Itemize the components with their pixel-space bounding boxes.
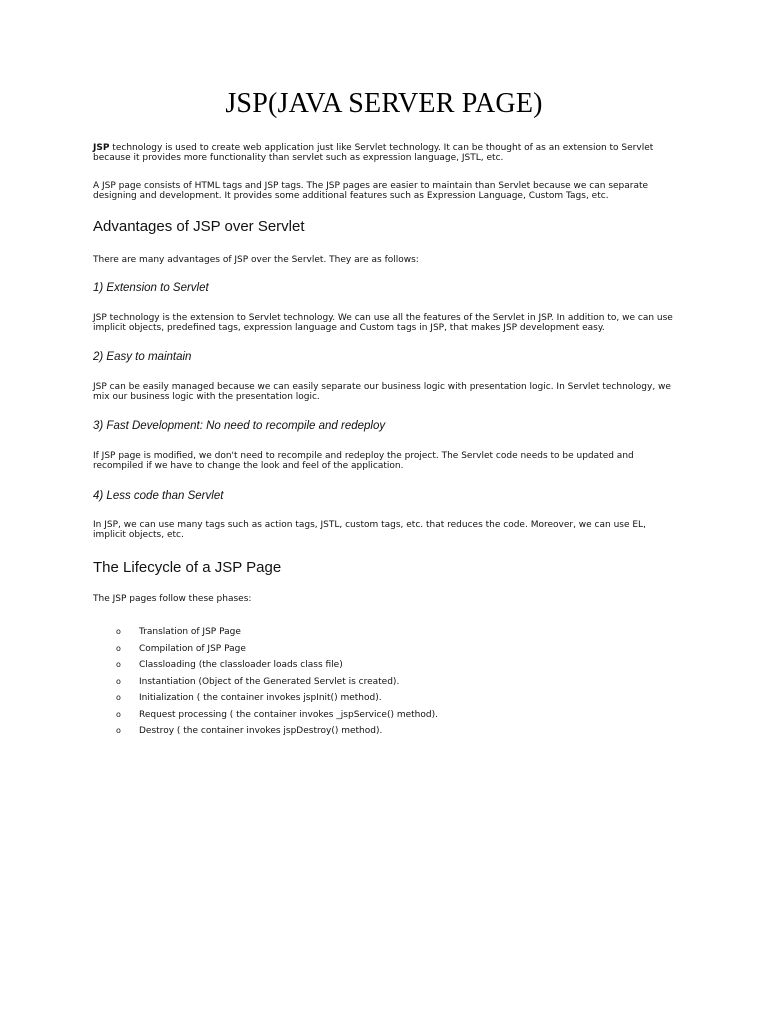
advantage-3-text: If JSP page is modified, we don't need to recompile and redeploy the project. The Servlet code needs to be updated and recompiled if we have to change the look and feel of the application.: [93, 451, 634, 471]
bullet-circle-icon: o: [116, 726, 121, 736]
intro-paragraph: [93, 143, 673, 163]
lifecycle-intro: The JSP pages follow these phases:: [93, 594, 252, 604]
bullet-circle-icon: o: [116, 643, 121, 653]
paragraph-2: A JSP page consists of HTML tags and JSP tags. The JSP pages are easier to maintain than Servlet because we can separate designing and development. It provides some additional features such as Expression Language, Custom Tags, etc.: [93, 181, 649, 201]
advantage-2-heading: 2) Easy to maintain: [93, 351, 192, 363]
advantage-2-text: JSP can be easily managed because we can easily separate our business logic with presentation logic. In Servlet technology, we mix our business logic with the presentation logic.: [93, 382, 671, 402]
lifecycle-heading: The Lifecycle of a JSP Page: [93, 559, 282, 576]
list-item: [116, 657, 676, 674]
advantages-heading: Advantages of JSP over Servlet: [93, 218, 305, 235]
phase-label: Compilation of JSP Page: [139, 643, 246, 654]
phase-label: Classloading (the classloader loads class file): [139, 660, 343, 671]
phase-label: Initialization ( the container invokes jspInit() method).: [139, 693, 382, 704]
advantage-4-heading: 4) Less code than Servlet: [93, 490, 224, 502]
list-item: [116, 624, 676, 641]
list-item: [116, 690, 676, 707]
advantage-4-text: In JSP, we can use many tags such as action tags, JSTL, custom tags, etc. that reduces the code. Moreover, we can use EL, implicit objects, etc.: [93, 520, 646, 540]
intro-text: technology is used to create web application just like Servlet technology. It can be thought of as an extension to Servlet because it provides more functionality than servlet such as expression language, JSTL, etc.: [93, 143, 654, 163]
phase-label: Instantiation (Object of the Generated Servlet is created).: [139, 676, 400, 687]
advantage-1-heading: 1) Extension to Servlet: [93, 282, 209, 294]
advantage-1-text: JSP technology is the extension to Servlet technology. We can use all the features of the Servlet in JSP. In addition to, we can use implicit objects, predefined tags, expression language and Custom tags in JSP, that makes JSP development easy.: [93, 313, 673, 333]
page-title: JSP(JAVA SERVER PAGE): [225, 88, 543, 119]
list-item: [116, 641, 676, 658]
advantage-3-heading: 3) Fast Development: No need to recompile and redeploy: [93, 420, 386, 432]
list-item: [116, 674, 676, 691]
bullet-circle-icon: o: [116, 693, 121, 703]
phase-label: Destroy ( the container invokes jspDestroy() method).: [139, 726, 383, 737]
bullet-circle-icon: o: [116, 627, 121, 637]
lifecycle-phase-list: [116, 624, 676, 740]
phase-label: Request processing ( the container invokes _jspService() method).: [139, 709, 438, 720]
phase-label: Translation of JSP Page: [139, 627, 241, 638]
bullet-circle-icon: o: [116, 709, 121, 719]
advantages-intro: There are many advantages of JSP over the Servlet. They are as follows:: [93, 255, 419, 265]
list-item: [116, 707, 676, 724]
bullet-circle-icon: o: [116, 676, 121, 686]
list-item: [116, 723, 676, 740]
intro-bold-lead: JSP: [93, 143, 110, 153]
bullet-circle-icon: o: [116, 660, 121, 670]
